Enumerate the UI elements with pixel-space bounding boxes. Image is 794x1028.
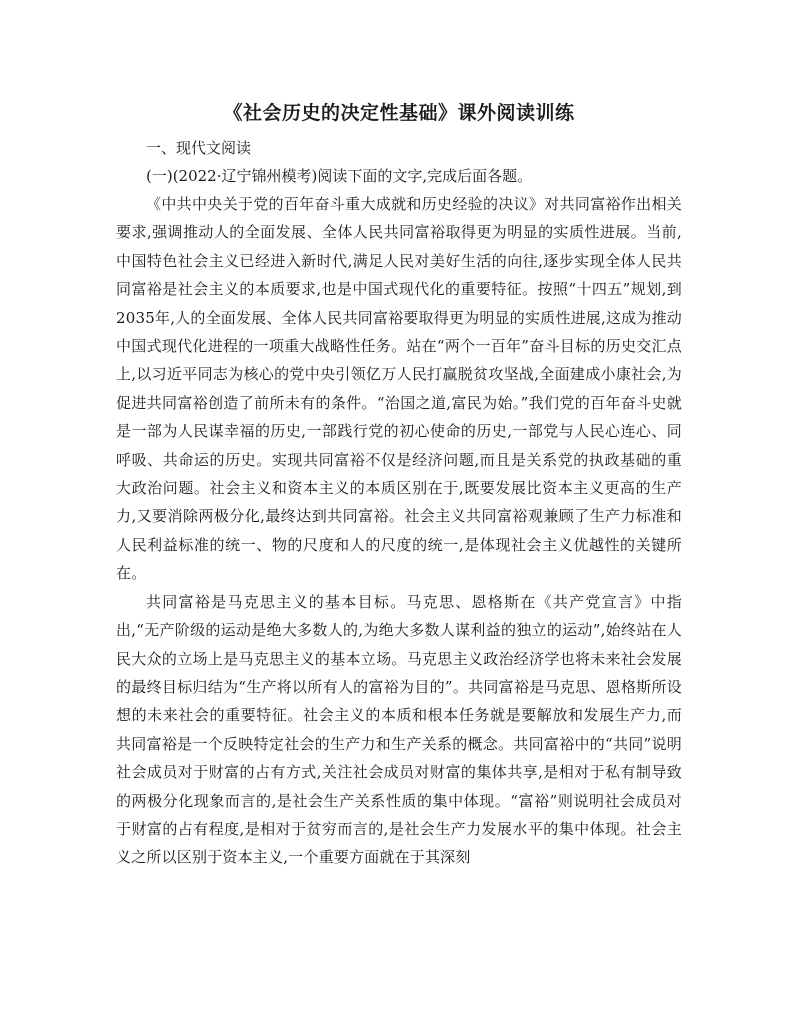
- document-title: 《社会历史的决定性基础》课外阅读训练: [223, 102, 575, 124]
- paragraph-2: 共同富裕是马克思主义的基本目标。马克思、恩格斯在《共产党宣言》中指出,“无产阶级的运动是绝大多数人的,为绝大多数人谋利益的独立的运动”,始终站在人民大众的立场上是马克思主义的基本立场。马克思主义政治经济学也将未来社会发展的最终目标归结为“生产将以所有人的富裕为目的”。共同富裕是马克思、恩格斯所设想的未来社会的重要特征。社会主义的本质和根本任务就是要解放和发展生产力,而共同富裕是一个反映特定社会的生产力和生产关系的概念。共同富裕中的“共同”说明社会成员对于财富的占有方式,关注社会成员对财富的集体共享,是相对于私有制导致的两极分化现象而言的,是社会生产关系性质的集中体现。“富裕”则说明社会成员对于财富的占有程度,是相对于贫穷而言的,是社会生产力发展水平的集中体现。社会主义之所以区别于资本主义,一个重要方面就在于其深刻: [116, 592, 682, 867]
- document-body: [116, 100, 682, 872]
- section-heading: 一、现代文阅读: [146, 139, 252, 157]
- paragraph-1: 《中共中央关于党的百年奋斗重大成就和历史经验的决议》对共同富裕作出相关要求,强调推动人的全面发展、全体人民共同富裕取得更为明显的实质性进展。当前,中国特色社会主义已经进入新时代,满足人民对美好生活的向往,逐步实现全体人民共同富裕是社会主义的本质要求,也是中国式现代化的重要特征。按照“十四五”规划,到2035年,人的全面发展、全体人民共同富裕要取得更为明显的实质性进展,这成为推动中国式现代化进程的一项重大战略性任务。站在“两个一百年”奋斗目标的历史交汇点上,以习近平同志为核心的党中央引领亿万人民打赢脱贫攻坚战,全面建成小康社会,为促进共同富裕创造了前所未有的条件。“治国之道,富民为始。”我们党的百年奋斗史就是一部为人民谋幸福的历史,一部践行党的初心使命的历史,一部党与人民心连心、同呼吸、共命运的历史。实现共同富裕不仅是经济问题,而且是关系党的执政基础的重大政治问题。社会主义和资本主义的本质区别在于,既要发展比资本主义更高的生产力,又要消除两极分化,最终达到共同富裕。社会主义共同富裕观兼顾了生产力标准和人民利益标准的统一、物的尺度和人的尺度的统一,是体现社会主义优越性的关键所在。: [116, 195, 682, 583]
- question-source-line: (一)(2022·辽宁锦州模考)阅读下面的文字,完成后面各题。: [146, 167, 533, 185]
